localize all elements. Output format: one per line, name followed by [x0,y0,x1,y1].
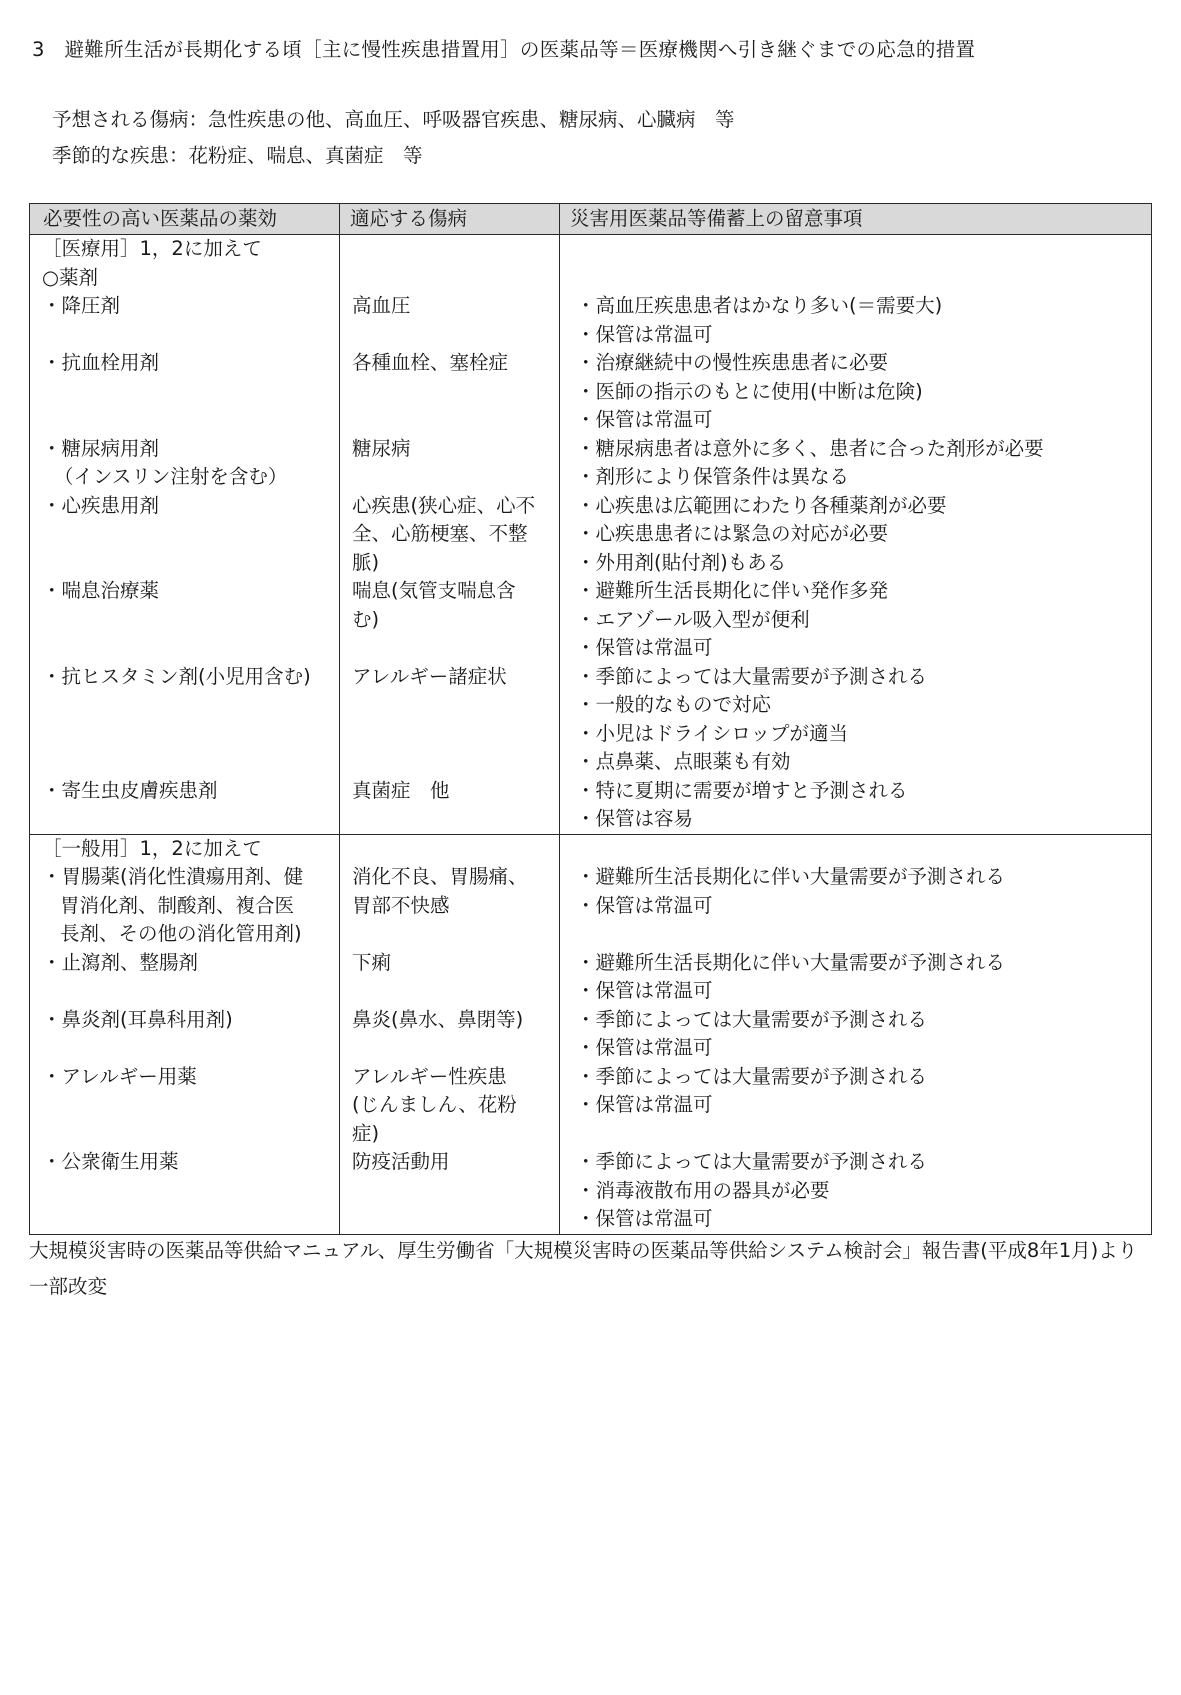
note: ・保管は容易 [576,807,694,830]
drug-class-cont: 長剤、その他の消化管用剤) [60,922,302,945]
note: ・特に夏期に需要が増すと予測される [576,778,908,802]
disease: 心疾患(狭心症、心不 [352,493,536,517]
note [560,920,1151,949]
seasonal-diseases-text: 季節的な疾患：花粉症、喘息、真菌症 等 [52,144,423,167]
drug-class-cont: 胃消化剤、制酸剤、複合医 [60,893,295,917]
note: ・避難所生活長期化に伴い大量需要が予測される [576,865,1006,888]
section-title: 3 避難所生活が長期化する頃［主に慢性疾患措置用］の医薬品等＝医療機関へ引き継ぐまでの応急的措置 [32,38,976,61]
drug-class [30,977,339,1006]
disease: 脈) [352,550,380,574]
drug-class [30,321,339,350]
note: ・一般的なもので対応 [576,693,772,716]
disease [340,1205,559,1234]
drug-class: ・アレルギー用薬 [42,1064,197,1088]
note: ・季節によっては大量需要が予測される [576,1150,928,1173]
disease: む) [352,607,380,631]
note: ・季節によっては大量需要が予測される [576,664,928,688]
disease [340,406,559,435]
disease [340,920,559,949]
note: ・心疾患患者には緊急の対応が必要 [576,522,889,545]
general-notes-cell [560,834,1152,1234]
drug-class [30,606,339,635]
table-header-row [30,204,1152,235]
disease: 全、心筋梗塞、不整 [352,522,528,545]
source-footnote: 大規模災害時の医薬品等供給マニュアル、厚生労働省「大規模災害時の医薬品等供給システム検討会」報告書(平成8年1月)より一部改変 [29,1239,1138,1298]
drug-class-note: （インスリン注射を含む） [54,465,288,488]
disease: 症) [352,1121,380,1145]
section-subheading: ○薬剤 [42,265,99,289]
drug-class: ・抗血栓用剤 [42,351,160,374]
drug-class: ・降圧剤 [42,294,121,317]
drug-class [30,1091,339,1120]
disease [340,805,559,834]
disease: 各種血栓、塞栓症 [352,351,509,374]
note: ・避難所生活長期化に伴い発作多発 [576,579,889,602]
disease: 消化不良、胃腸痛、 [352,865,528,888]
note [560,235,1151,264]
note [560,264,1151,293]
disease: 胃部不快感 [352,893,450,917]
note: ・剤形により保管条件は異なる [576,465,850,488]
section-heading: ［一般用］1，2に加えて [42,836,262,860]
drug-class [30,805,339,834]
disease: 下痢 [352,950,392,974]
note: ・季節によっては大量需要が予測される [576,1064,928,1088]
disease [340,634,559,663]
disease [340,321,559,350]
drug-class: ・寄生虫皮膚疾患剤 [42,778,218,802]
note: ・保管は常温可 [576,408,713,431]
note: ・保管は常温可 [576,322,713,346]
disease [340,264,559,293]
disease: 鼻炎(鼻水、鼻閉等) [352,1007,524,1031]
drug-class: ・心疾患用剤 [42,493,160,517]
note: ・治療継続中の慢性疾患患者に必要 [576,351,889,374]
note [560,1120,1151,1149]
drug-class [30,720,339,749]
note: ・保管は常温可 [576,1207,713,1230]
drug-class [30,378,339,407]
disease [340,463,559,492]
note: ・外用剤(貼付剤)もある [576,550,787,574]
medicine-table [29,203,1152,1235]
medical-notes-cell [560,235,1152,835]
drug-class [30,1034,339,1063]
note: ・保管は常温可 [576,1036,713,1059]
disease: 喘息(気管支喘息含 [352,579,516,602]
drug-class [30,748,339,777]
note: ・消毒液散布用の器具が必要 [576,1178,830,1202]
medical-disease-cell [340,235,560,835]
note: ・保管は常温可 [576,893,713,917]
disease [340,235,559,264]
header-efficacy: 必要性の高い医薬品の薬効 [30,204,340,235]
drug-class: ・公衆衛生用薬 [42,1150,179,1173]
disease: (じんましん、花粉 [352,1093,517,1116]
disease: アレルギー性疾患 [352,1064,507,1088]
expected-injuries-text: 予想される傷病：急性疾患の他、高血圧、呼吸器官疾患、糖尿病、心臓病 等 [52,108,735,131]
drug-class [30,691,339,720]
note: ・保管は常温可 [576,636,713,659]
note: ・保管は常温可 [576,979,713,1002]
drug-class: ・喘息治療薬 [42,579,160,602]
section-heading: ［医療用］1，2に加えて [42,237,262,260]
drug-class: ・抗ヒスタミン剤(小児用含む) [42,664,311,688]
note: ・点鼻薬、点眼薬も有効 [576,750,791,773]
drug-class: ・胃腸薬(消化性潰瘍用剤、健 [42,865,304,888]
note: ・保管は常温可 [576,1093,713,1116]
note: ・糖尿病患者は意外に多く、患者に合った剤形が必要 [576,436,1044,460]
disease [340,691,559,720]
general-efficacy-cell [30,834,340,1234]
disease [340,378,559,407]
note: ・避難所生活長期化に伴い大量需要が予測される [576,950,1006,974]
note: ・医師の指示のもとに使用(中断は危険) [576,379,923,403]
header-applicable-disease: 適応する傷病 [340,204,560,235]
section-general [30,834,1152,1234]
note: ・季節によっては大量需要が予測される [576,1007,928,1031]
note: ・高血圧疾患患者はかなり多い(＝需要大) [576,294,943,317]
drug-class [30,549,339,578]
note [560,835,1151,864]
disease: 真菌症 他 [352,778,450,802]
general-disease-cell [340,834,560,1234]
drug-class [30,406,339,435]
note: ・小児はドライシロップが適当 [576,721,849,745]
disease: 防疫活動用 [352,1150,450,1173]
note: ・心疾患は広範囲にわたり各種薬剤が必要 [576,493,947,517]
disease [340,977,559,1006]
drug-class [30,1205,339,1234]
disease: 糖尿病 [352,436,411,460]
drug-class [30,634,339,663]
note: ・エアゾール吸入型が便利 [576,607,810,631]
drug-class [30,520,339,549]
drug-class: ・止瀉剤、整腸剤 [42,950,199,974]
disease: アレルギー諸症状 [352,664,507,688]
disease [340,720,559,749]
drug-class: ・鼻炎剤(耳鼻科用剤) [42,1007,233,1031]
section-medical [30,235,1152,835]
drug-class [30,1120,339,1149]
disease [340,835,559,864]
disease [340,1177,559,1206]
disease [340,748,559,777]
drug-class: ・糖尿病用剤 [42,436,160,460]
header-stockpile-notes: 災害用医薬品等備蓄上の留意事項 [560,204,1152,235]
drug-class [30,1177,339,1206]
disease: 高血圧 [352,294,411,317]
medical-efficacy-cell [30,235,340,835]
disease [340,1034,559,1063]
